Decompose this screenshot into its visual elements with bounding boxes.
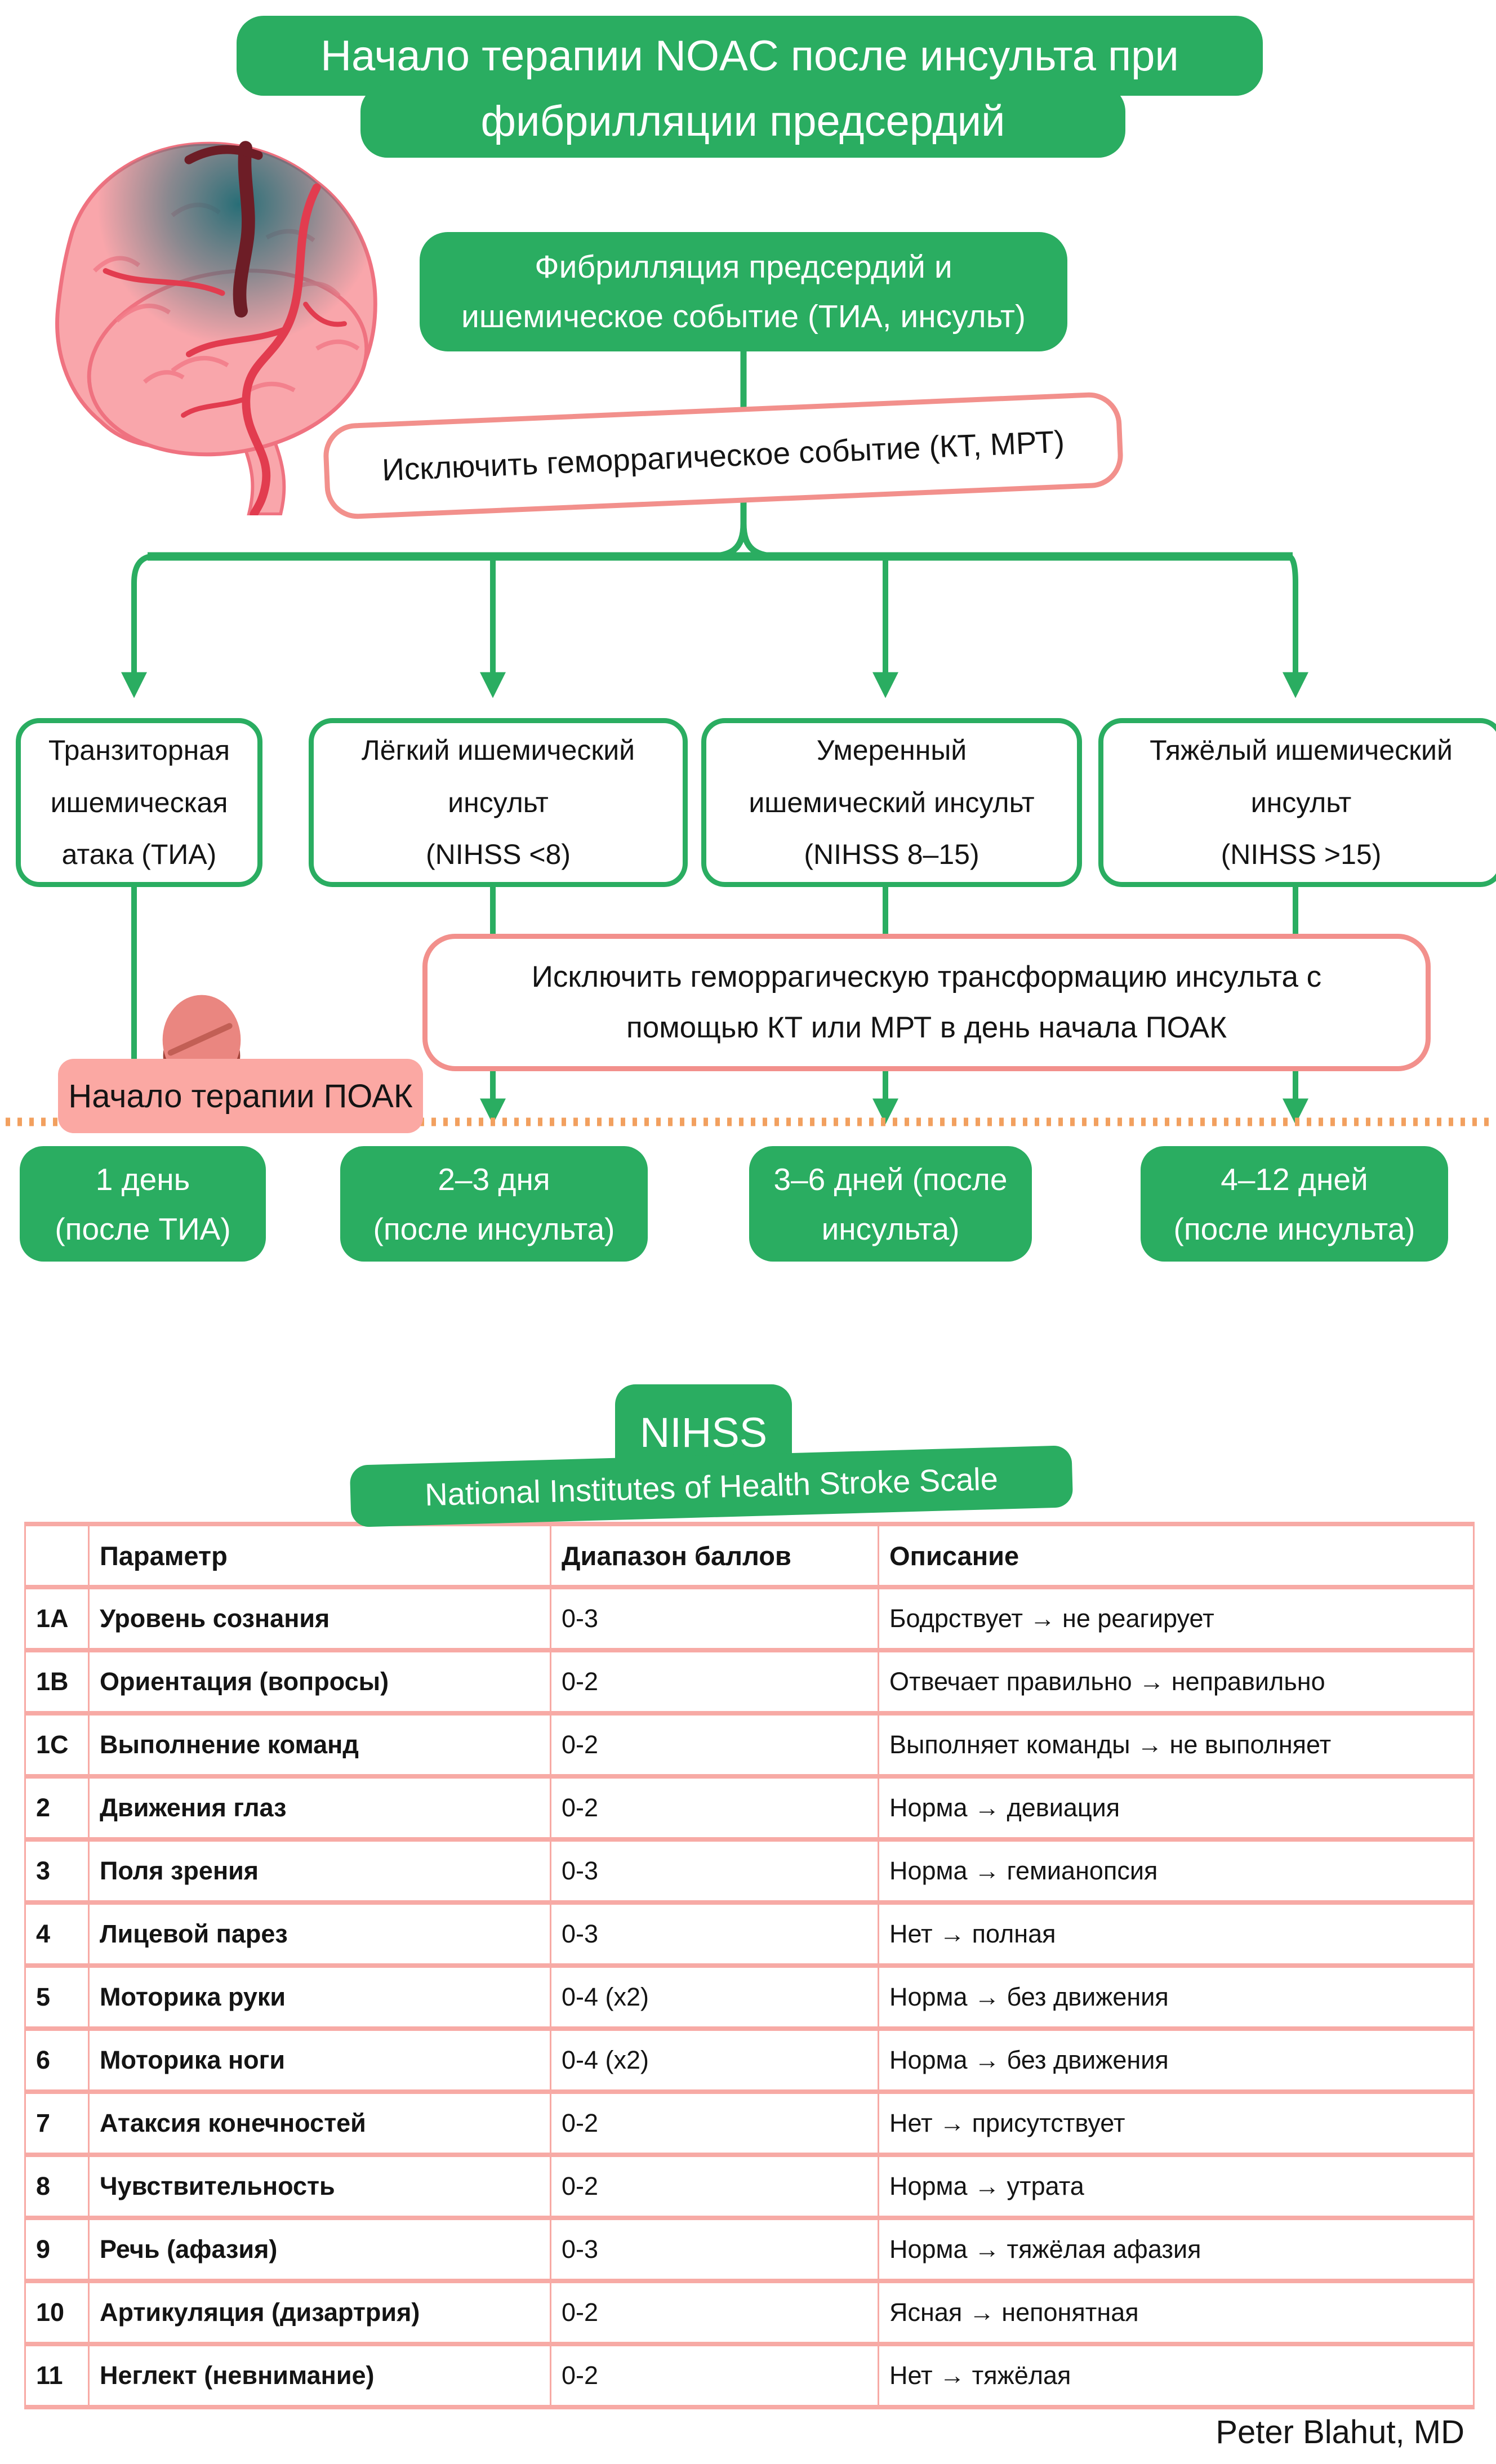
- row-range: 0-2: [551, 2344, 879, 2407]
- page-title-line1: Начало терапии NOAC после инсульта при: [320, 32, 1179, 80]
- row-num: 2: [25, 1776, 89, 1839]
- row-parameter: Моторика руки: [89, 1966, 551, 2029]
- row-parameter: Речь (афазия): [89, 2218, 551, 2281]
- row-num: 4: [25, 1902, 89, 1966]
- node-moderate-line3: (NIHSS 8–15): [804, 839, 979, 871]
- node-moderate-line2: ишемический инсульт: [749, 786, 1035, 818]
- row-range: 0-2: [551, 1650, 879, 1713]
- row-parameter: Ориентация (вопросы): [89, 1650, 551, 1713]
- row-description: Ясная → непонятная: [879, 2281, 1474, 2344]
- row-range: 0-2: [551, 2155, 879, 2218]
- node-mild-line3: (NIHSS <8): [425, 839, 571, 871]
- row-num: 1C: [25, 1713, 89, 1776]
- row-num: 6: [25, 2029, 89, 2092]
- node-severe-line3: (NIHSS >15): [1221, 839, 1382, 871]
- table-row: [25, 2281, 1474, 2344]
- row-description: Выполняет команды → не выполняет: [879, 1713, 1474, 1776]
- row-num: 9: [25, 2218, 89, 2281]
- row-num: 8: [25, 2155, 89, 2218]
- row-num: 11: [25, 2344, 89, 2407]
- node-mild-line2: инсульт: [448, 786, 549, 818]
- header-description: Описание: [879, 1524, 1474, 1587]
- nihss-table: [24, 1522, 1475, 2409]
- timing-moderate-line2: инсульта): [821, 1211, 960, 1246]
- row-parameter: Движения глаз: [89, 1776, 551, 1839]
- row-parameter: Поля зрения: [89, 1839, 551, 1902]
- header-parameter: Параметр: [89, 1524, 551, 1587]
- node-moderate-line1: Умеренный: [816, 734, 967, 767]
- page-title-line2-box: [360, 84, 1125, 158]
- node-tia-line3: атака (ТИА): [61, 839, 217, 871]
- node-mild-line1: Лёгкий ишемический: [361, 734, 635, 767]
- row-num: 7: [25, 2092, 89, 2155]
- row-description: Норма → гемианопсия: [879, 1839, 1474, 1902]
- table-row: [25, 2092, 1474, 2155]
- table-row: [25, 1839, 1474, 1902]
- page-title-line2: фибрилляции предсердий: [480, 97, 1005, 145]
- row-num: 1B: [25, 1650, 89, 1713]
- header-num: [25, 1524, 89, 1587]
- table-row: [25, 2029, 1474, 2092]
- node-exclude-transformation-line2: помощью КТ или МРТ в день начала ПОАК: [626, 1011, 1227, 1044]
- oac-start-label: [58, 1059, 423, 1133]
- table-row: [25, 1650, 1474, 1713]
- node-tia-line2: ишемическая: [50, 786, 228, 818]
- row-description: Норма → без движения: [879, 2029, 1474, 2092]
- node-afib-line2: ишемическое событие (ТИА, инсульт): [461, 298, 1026, 335]
- timing-tia-line2: (после ТИА): [55, 1211, 231, 1246]
- node-severe-line2: инсульт: [1250, 786, 1352, 818]
- node-severe-stroke: [1098, 718, 1496, 887]
- page-title: [237, 16, 1263, 96]
- table-row: [25, 2155, 1474, 2218]
- node-moderate-stroke: [701, 718, 1082, 887]
- node-exclude-transformation-line1: Исключить геморрагическую трансформацию инсульта с: [531, 960, 1322, 993]
- table-row: [25, 1713, 1474, 1776]
- row-description: Бодрствует → не реагирует: [879, 1587, 1474, 1650]
- oac-start-label-text: Начало терапии ПОАК: [68, 1077, 413, 1115]
- row-description: Отвечает правильно → неправильно: [879, 1650, 1474, 1713]
- row-parameter: Уровень сознания: [89, 1587, 551, 1650]
- row-num: 10: [25, 2281, 89, 2344]
- nihss-table-header: [25, 1524, 1474, 1587]
- row-range: 0-2: [551, 1713, 879, 1776]
- node-exclude-hemorrhage-text: Исключить геморрагическое событие (КТ, МРТ): [381, 424, 1066, 488]
- table-row: [25, 1966, 1474, 2029]
- node-tia-line1: Транзиторная: [48, 734, 230, 767]
- timing-mild-line1: 2–3 дня: [438, 1161, 550, 1197]
- timing-tia-line1: 1 день: [95, 1161, 190, 1197]
- table-row: [25, 1776, 1474, 1839]
- row-description: Нет → полная: [879, 1902, 1474, 1966]
- row-parameter: Выполнение команд: [89, 1713, 551, 1776]
- table-row: [25, 2344, 1474, 2407]
- row-range: 0-3: [551, 1902, 879, 1966]
- timing-severe-line2: (после инсульта): [1173, 1211, 1415, 1246]
- row-range: 0-3: [551, 1587, 879, 1650]
- nihss-fullname: National Institutes of Health Stroke Scale: [424, 1460, 999, 1512]
- timing-mild: [340, 1146, 648, 1262]
- row-description: Нет → тяжёлая: [879, 2344, 1474, 2407]
- header-range: Диапазон баллов: [551, 1524, 879, 1587]
- node-afib-ischemic-event: [420, 232, 1067, 351]
- node-afib-line1: Фибрилляция предсердий и: [535, 248, 952, 285]
- timing-tia: [20, 1146, 266, 1262]
- row-range: 0-2: [551, 2092, 879, 2155]
- row-range: 0-2: [551, 2281, 879, 2344]
- row-parameter: Моторика ноги: [89, 2029, 551, 2092]
- node-tia: [16, 718, 262, 887]
- row-parameter: Атаксия конечностей: [89, 2092, 551, 2155]
- row-range: 0-4 (x2): [551, 1966, 879, 2029]
- node-mild-stroke: [309, 718, 688, 887]
- row-range: 0-3: [551, 2218, 879, 2281]
- row-num: 5: [25, 1966, 89, 2029]
- nihss-acronym: NIHSS: [639, 1409, 768, 1456]
- row-range: 0-4 (x2): [551, 2029, 879, 2092]
- timing-mild-line2: (после инсульта): [373, 1211, 615, 1246]
- timing-severe-line1: 4–12 дней: [1221, 1161, 1368, 1197]
- row-description: Норма → девиация: [879, 1776, 1474, 1839]
- row-description: Норма → утрата: [879, 2155, 1474, 2218]
- row-parameter: Неглект (невнимание): [89, 2344, 551, 2407]
- row-parameter: Артикуляция (дизартрия): [89, 2281, 551, 2344]
- row-num: 1A: [25, 1587, 89, 1650]
- row-parameter: Лицевой парез: [89, 1902, 551, 1966]
- row-description: Нет → присутствует: [879, 2092, 1474, 2155]
- timing-severe: [1141, 1146, 1448, 1262]
- author-credit: [1048, 2413, 1464, 2451]
- table-row: [25, 1587, 1474, 1650]
- timing-moderate: [749, 1146, 1032, 1262]
- row-description: Норма → тяжёлая афазия: [879, 2218, 1474, 2281]
- node-exclude-transformation: [422, 934, 1431, 1071]
- timing-moderate-line1: 3–6 дней (после: [773, 1161, 1008, 1197]
- author-credit-text: Peter Blahut, MD: [1216, 2414, 1464, 2450]
- row-description: Норма → без движения: [879, 1966, 1474, 2029]
- node-severe-line1: Тяжёлый ишемический: [1150, 734, 1453, 767]
- row-range: 0-3: [551, 1839, 879, 1902]
- row-range: 0-2: [551, 1776, 879, 1839]
- table-row: [25, 2218, 1474, 2281]
- row-parameter: Чувствительность: [89, 2155, 551, 2218]
- table-row: [25, 1902, 1474, 1966]
- row-num: 3: [25, 1839, 89, 1902]
